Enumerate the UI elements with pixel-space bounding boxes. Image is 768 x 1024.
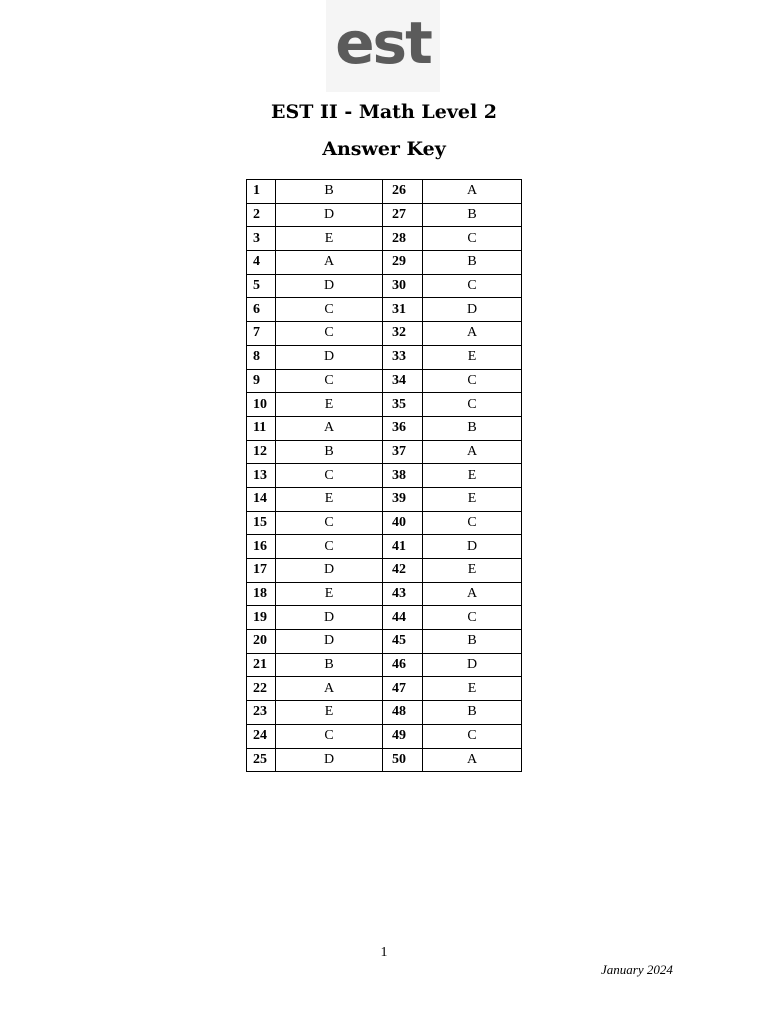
question-number: 18 <box>247 582 276 606</box>
answer-letter: C <box>423 274 522 298</box>
question-number: 17 <box>247 559 276 583</box>
question-number: 46 <box>383 653 423 677</box>
question-number: 8 <box>247 345 276 369</box>
answer-letter: B <box>423 203 522 227</box>
answer-letter: A <box>423 322 522 346</box>
answer-letter: C <box>276 535 383 559</box>
answer-letter: A <box>423 582 522 606</box>
question-number: 15 <box>247 511 276 535</box>
table-row <box>247 487 522 511</box>
answer-letter: E <box>423 345 522 369</box>
question-number: 22 <box>247 677 276 701</box>
answer-letter: C <box>276 369 383 393</box>
answer-letter: B <box>276 653 383 677</box>
question-number: 16 <box>247 535 276 559</box>
answer-letter: D <box>423 653 522 677</box>
answer-letter: E <box>276 393 383 417</box>
question-number: 25 <box>247 748 276 772</box>
table-row <box>247 724 522 748</box>
answer-letter: C <box>276 511 383 535</box>
question-number: 7 <box>247 322 276 346</box>
table-row <box>247 630 522 654</box>
logo-text: est <box>335 9 431 77</box>
answer-letter: E <box>423 464 522 488</box>
answer-letter: D <box>276 748 383 772</box>
question-number: 42 <box>383 559 423 583</box>
table-row <box>247 653 522 677</box>
est-logo <box>326 0 440 92</box>
answer-letter: D <box>276 559 383 583</box>
question-number: 37 <box>383 440 423 464</box>
question-number: 38 <box>383 464 423 488</box>
answer-letter: E <box>276 227 383 251</box>
answer-letter: C <box>276 464 383 488</box>
table-row <box>247 369 522 393</box>
answer-letter: B <box>423 251 522 275</box>
table-row <box>247 251 522 275</box>
answer-key-body <box>247 180 522 772</box>
table-row <box>247 180 522 204</box>
answer-letter: C <box>423 369 522 393</box>
table-row <box>247 582 522 606</box>
question-number: 31 <box>383 298 423 322</box>
question-number: 33 <box>383 345 423 369</box>
question-number: 32 <box>383 322 423 346</box>
answer-letter: A <box>423 748 522 772</box>
answer-letter: A <box>423 180 522 204</box>
table-row <box>247 701 522 725</box>
question-number: 6 <box>247 298 276 322</box>
answer-letter: C <box>423 227 522 251</box>
question-number: 48 <box>383 701 423 725</box>
answer-letter: D <box>276 606 383 630</box>
question-number: 23 <box>247 701 276 725</box>
question-number: 13 <box>247 464 276 488</box>
answer-letter: D <box>276 630 383 654</box>
answer-letter: B <box>423 416 522 440</box>
answer-letter: B <box>423 701 522 725</box>
question-number: 1 <box>247 180 276 204</box>
page-subtitle: Answer Key <box>322 138 446 160</box>
question-number: 9 <box>247 369 276 393</box>
answer-letter: A <box>276 251 383 275</box>
question-number: 3 <box>247 227 276 251</box>
question-number: 26 <box>383 180 423 204</box>
answer-letter: C <box>423 393 522 417</box>
answer-letter: C <box>423 606 522 630</box>
question-number: 43 <box>383 582 423 606</box>
question-number: 49 <box>383 724 423 748</box>
answer-letter: C <box>423 511 522 535</box>
answer-letter: C <box>276 298 383 322</box>
question-number: 50 <box>383 748 423 772</box>
table-row <box>247 606 522 630</box>
page-number: 1 <box>380 945 388 960</box>
question-number: 20 <box>247 630 276 654</box>
table-row <box>247 227 522 251</box>
question-number: 39 <box>383 487 423 511</box>
question-number: 36 <box>383 416 423 440</box>
page-title: EST II - Math Level 2 <box>270 101 498 123</box>
answer-letter: B <box>423 630 522 654</box>
question-number: 24 <box>247 724 276 748</box>
table-row <box>247 274 522 298</box>
question-number: 21 <box>247 653 276 677</box>
answer-letter: A <box>276 677 383 701</box>
table-row <box>247 393 522 417</box>
question-number: 12 <box>247 440 276 464</box>
answer-letter: E <box>276 701 383 725</box>
table-row <box>247 559 522 583</box>
answer-letter: C <box>423 724 522 748</box>
answer-key-table <box>246 179 522 772</box>
answer-letter: E <box>276 582 383 606</box>
table-row <box>247 203 522 227</box>
document-date: January 2024 <box>601 962 673 977</box>
table-row <box>247 511 522 535</box>
question-number: 4 <box>247 251 276 275</box>
answer-letter: B <box>276 440 383 464</box>
answer-letter: E <box>423 487 522 511</box>
answer-letter: C <box>276 724 383 748</box>
answer-letter: D <box>276 274 383 298</box>
table-row <box>247 535 522 559</box>
question-number: 44 <box>383 606 423 630</box>
question-number: 45 <box>383 630 423 654</box>
table-row <box>247 440 522 464</box>
question-number: 5 <box>247 274 276 298</box>
answer-letter: A <box>423 440 522 464</box>
question-number: 10 <box>247 393 276 417</box>
question-number: 28 <box>383 227 423 251</box>
question-number: 19 <box>247 606 276 630</box>
answer-letter: C <box>276 322 383 346</box>
question-number: 34 <box>383 369 423 393</box>
answer-letter: A <box>276 416 383 440</box>
answer-letter: D <box>423 298 522 322</box>
question-number: 11 <box>247 416 276 440</box>
answer-letter: D <box>423 535 522 559</box>
question-number: 29 <box>383 251 423 275</box>
question-number: 2 <box>247 203 276 227</box>
table-row <box>247 345 522 369</box>
table-row <box>247 464 522 488</box>
question-number: 27 <box>383 203 423 227</box>
answer-letter: E <box>423 559 522 583</box>
table-row <box>247 298 522 322</box>
table-row <box>247 416 522 440</box>
question-number: 40 <box>383 511 423 535</box>
table-row <box>247 322 522 346</box>
answer-letter: E <box>276 487 383 511</box>
answer-letter: D <box>276 203 383 227</box>
question-number: 35 <box>383 393 423 417</box>
answer-letter: B <box>276 180 383 204</box>
question-number: 30 <box>383 274 423 298</box>
table-row <box>247 677 522 701</box>
question-number: 47 <box>383 677 423 701</box>
table-row <box>247 748 522 772</box>
answer-letter: D <box>276 345 383 369</box>
answer-letter: E <box>423 677 522 701</box>
question-number: 14 <box>247 487 276 511</box>
question-number: 41 <box>383 535 423 559</box>
